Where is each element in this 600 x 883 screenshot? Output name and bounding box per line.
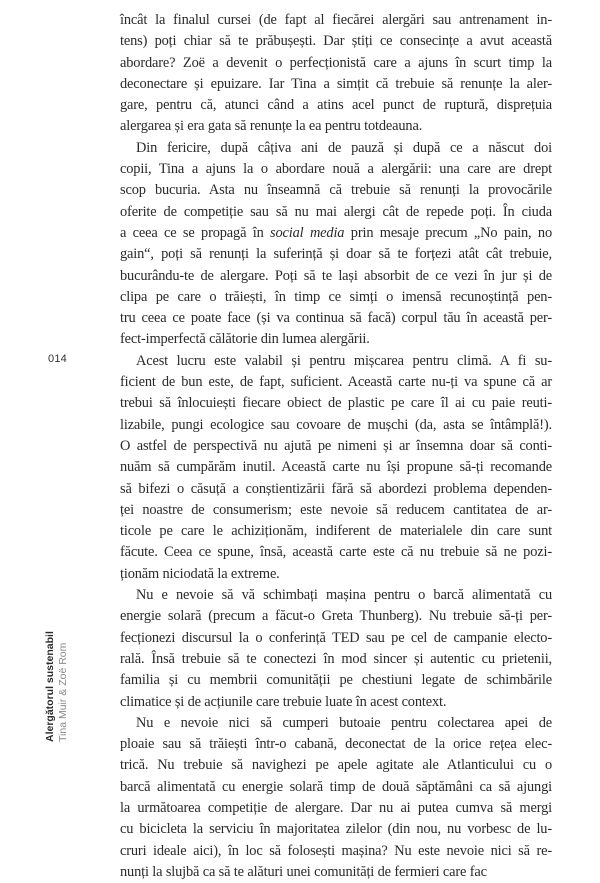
text-line: la următoarea competiție de alergare. Dar nu ai putea cumva să mergi	[120, 799, 552, 816]
text-line: climatice și de acțiunile care trebuie luate în acest context.	[120, 693, 447, 710]
text-line: fecționezi discursul la o conferință TED sau pe cel de campanie electo-	[120, 629, 552, 646]
text-line: tens) poți chiar să te prăbușești. Dar știți ce consecințe a avut această	[120, 33, 552, 50]
text-line: rală. Însă trebuie să te conectezi în mod sincer și autentic cu prietenii,	[120, 650, 552, 667]
text-line: tru ceea ce poate face (și va continua să facă) corpul tău în această per-	[120, 310, 552, 327]
text-line: fect-imperfectă călătorie din lumea alergării.	[120, 331, 370, 348]
text-line: Nu e nevoie nici să cumperi butoaie pentru colectarea apei de	[136, 714, 552, 731]
text-line: a ceea ce se propagă în social media prin mesaje precum „No pain, no	[120, 224, 552, 241]
text-line: familia și cu membrii comunității pe chestiuni legate de schimbările	[120, 672, 552, 689]
text-line: energie solară (precum a făcut-o Greta Thunberg). Nu trebuie să-ți per-	[120, 608, 552, 625]
text-line: oferite de competiție sau să nu mai alergi cât de repede poți. În ciuda	[120, 203, 552, 220]
text-line: ționăm niciodată la extreme.	[120, 565, 280, 582]
text-line: Acest lucru este valabil și pentru mișcarea pentru climă. A fi su-	[136, 352, 552, 369]
running-head-authors: Tina Muir & Zoë Rom	[57, 642, 69, 742]
text-line: Din fericire, după câțiva ani de pauză și după ce a născut doi	[136, 139, 552, 156]
text-line: nunți la slujbă ca să te alături unei comunități de fermieri care fac	[120, 863, 487, 880]
text-line: nuăm să cumpărăm inutil. Această carte nu își propune să-ți recomande	[120, 459, 552, 476]
text-line: alergarea și era gata să renunțe la ea pentru totdeauna.	[120, 118, 423, 135]
page-number: 014	[48, 353, 67, 365]
body-text	[120, 10, 552, 883]
text-line: deconectare și epuizare. Iar Tina a simțit că trebuie să renunțe la aler-	[120, 75, 552, 92]
text-line: gain“, poți să renunți la suferință și doar să te forțezi atât cât trebuie,	[120, 246, 552, 263]
text-line: lizabile, pungi ecologice sau covoare de mușchi (da, asta se întâmplă!).	[120, 416, 552, 433]
text-line: făcute. Ceea ce spune, însă, această carte este că nu trebuie să ne pozi-	[120, 544, 552, 561]
text-line: Nu e nevoie să vă schimbați mașina pentru o barcă alimentată cu	[136, 587, 552, 604]
text-line: să bifezi o căsuță a conștientizării fără să abordezi problema dependen-	[120, 480, 552, 497]
text-line: cruri ideale aici), în loc să folosești mașina? Nu este nevoie nici să re-	[120, 842, 552, 859]
text-line: ticole pe care le achiziționăm, indiferent de materialele din care sunt	[120, 523, 552, 540]
running-head-title: Alergătorul sustenabil	[44, 631, 56, 742]
text-line: încât la finalul cursei (de fapt al fiecărei alergări sau antrenament in-	[120, 12, 552, 28]
running-head	[44, 631, 70, 742]
text-line: cu bicicleta la serviciu în majoritatea zilelor (din nou, nu vorbesc de lu-	[120, 821, 552, 838]
text-line: ploaie sau să trăiești într-o cabană, deconectat de la orice rețea elec-	[120, 736, 552, 753]
text-line: ței noastre de consumerism; este nevoie să reducem cantitatea de ar-	[120, 501, 552, 518]
text-line: trică. Nu trebuie să navighezi pe apele agitate ale Atlanticului cu o	[120, 757, 552, 774]
text-line: ficient de bun este, de fapt, suficient. Această carte nu-ți va spune că ar	[120, 374, 552, 391]
text-line: clipa pe care o trăiești, în timp ce simți o imensă recunoștință pen-	[120, 288, 552, 305]
text-line: barcă alimentată cu energie solară timp de două săptămâni ca să ajungi	[120, 778, 552, 795]
text-line: trebui să înlocuiești fiecare obiect de plastic pe care îl ai cu paie reuti-	[120, 395, 552, 412]
text-line: scop bucuria. Asta nu înseamnă că trebuie să renunți la provocările	[120, 182, 552, 199]
text-line: abordare? Zoë a devenit o perfecționistă care a ajuns în scurt timp la	[120, 54, 552, 71]
text-line: gare, pentru că, atunci când a atins acel punct de ruptură, disprețuia	[120, 97, 552, 114]
text-line: copii, Tina a ajuns la o abordare nouă a alergării: una care are drept	[120, 161, 552, 178]
text-line: O astfel de perspectivă nu ajută pe nimeni și ar însemna doar să conti-	[120, 437, 552, 454]
text-line: bucurându-te de alergare. Poți să te lași absorbit de ce vezi în jur și de	[120, 267, 552, 284]
